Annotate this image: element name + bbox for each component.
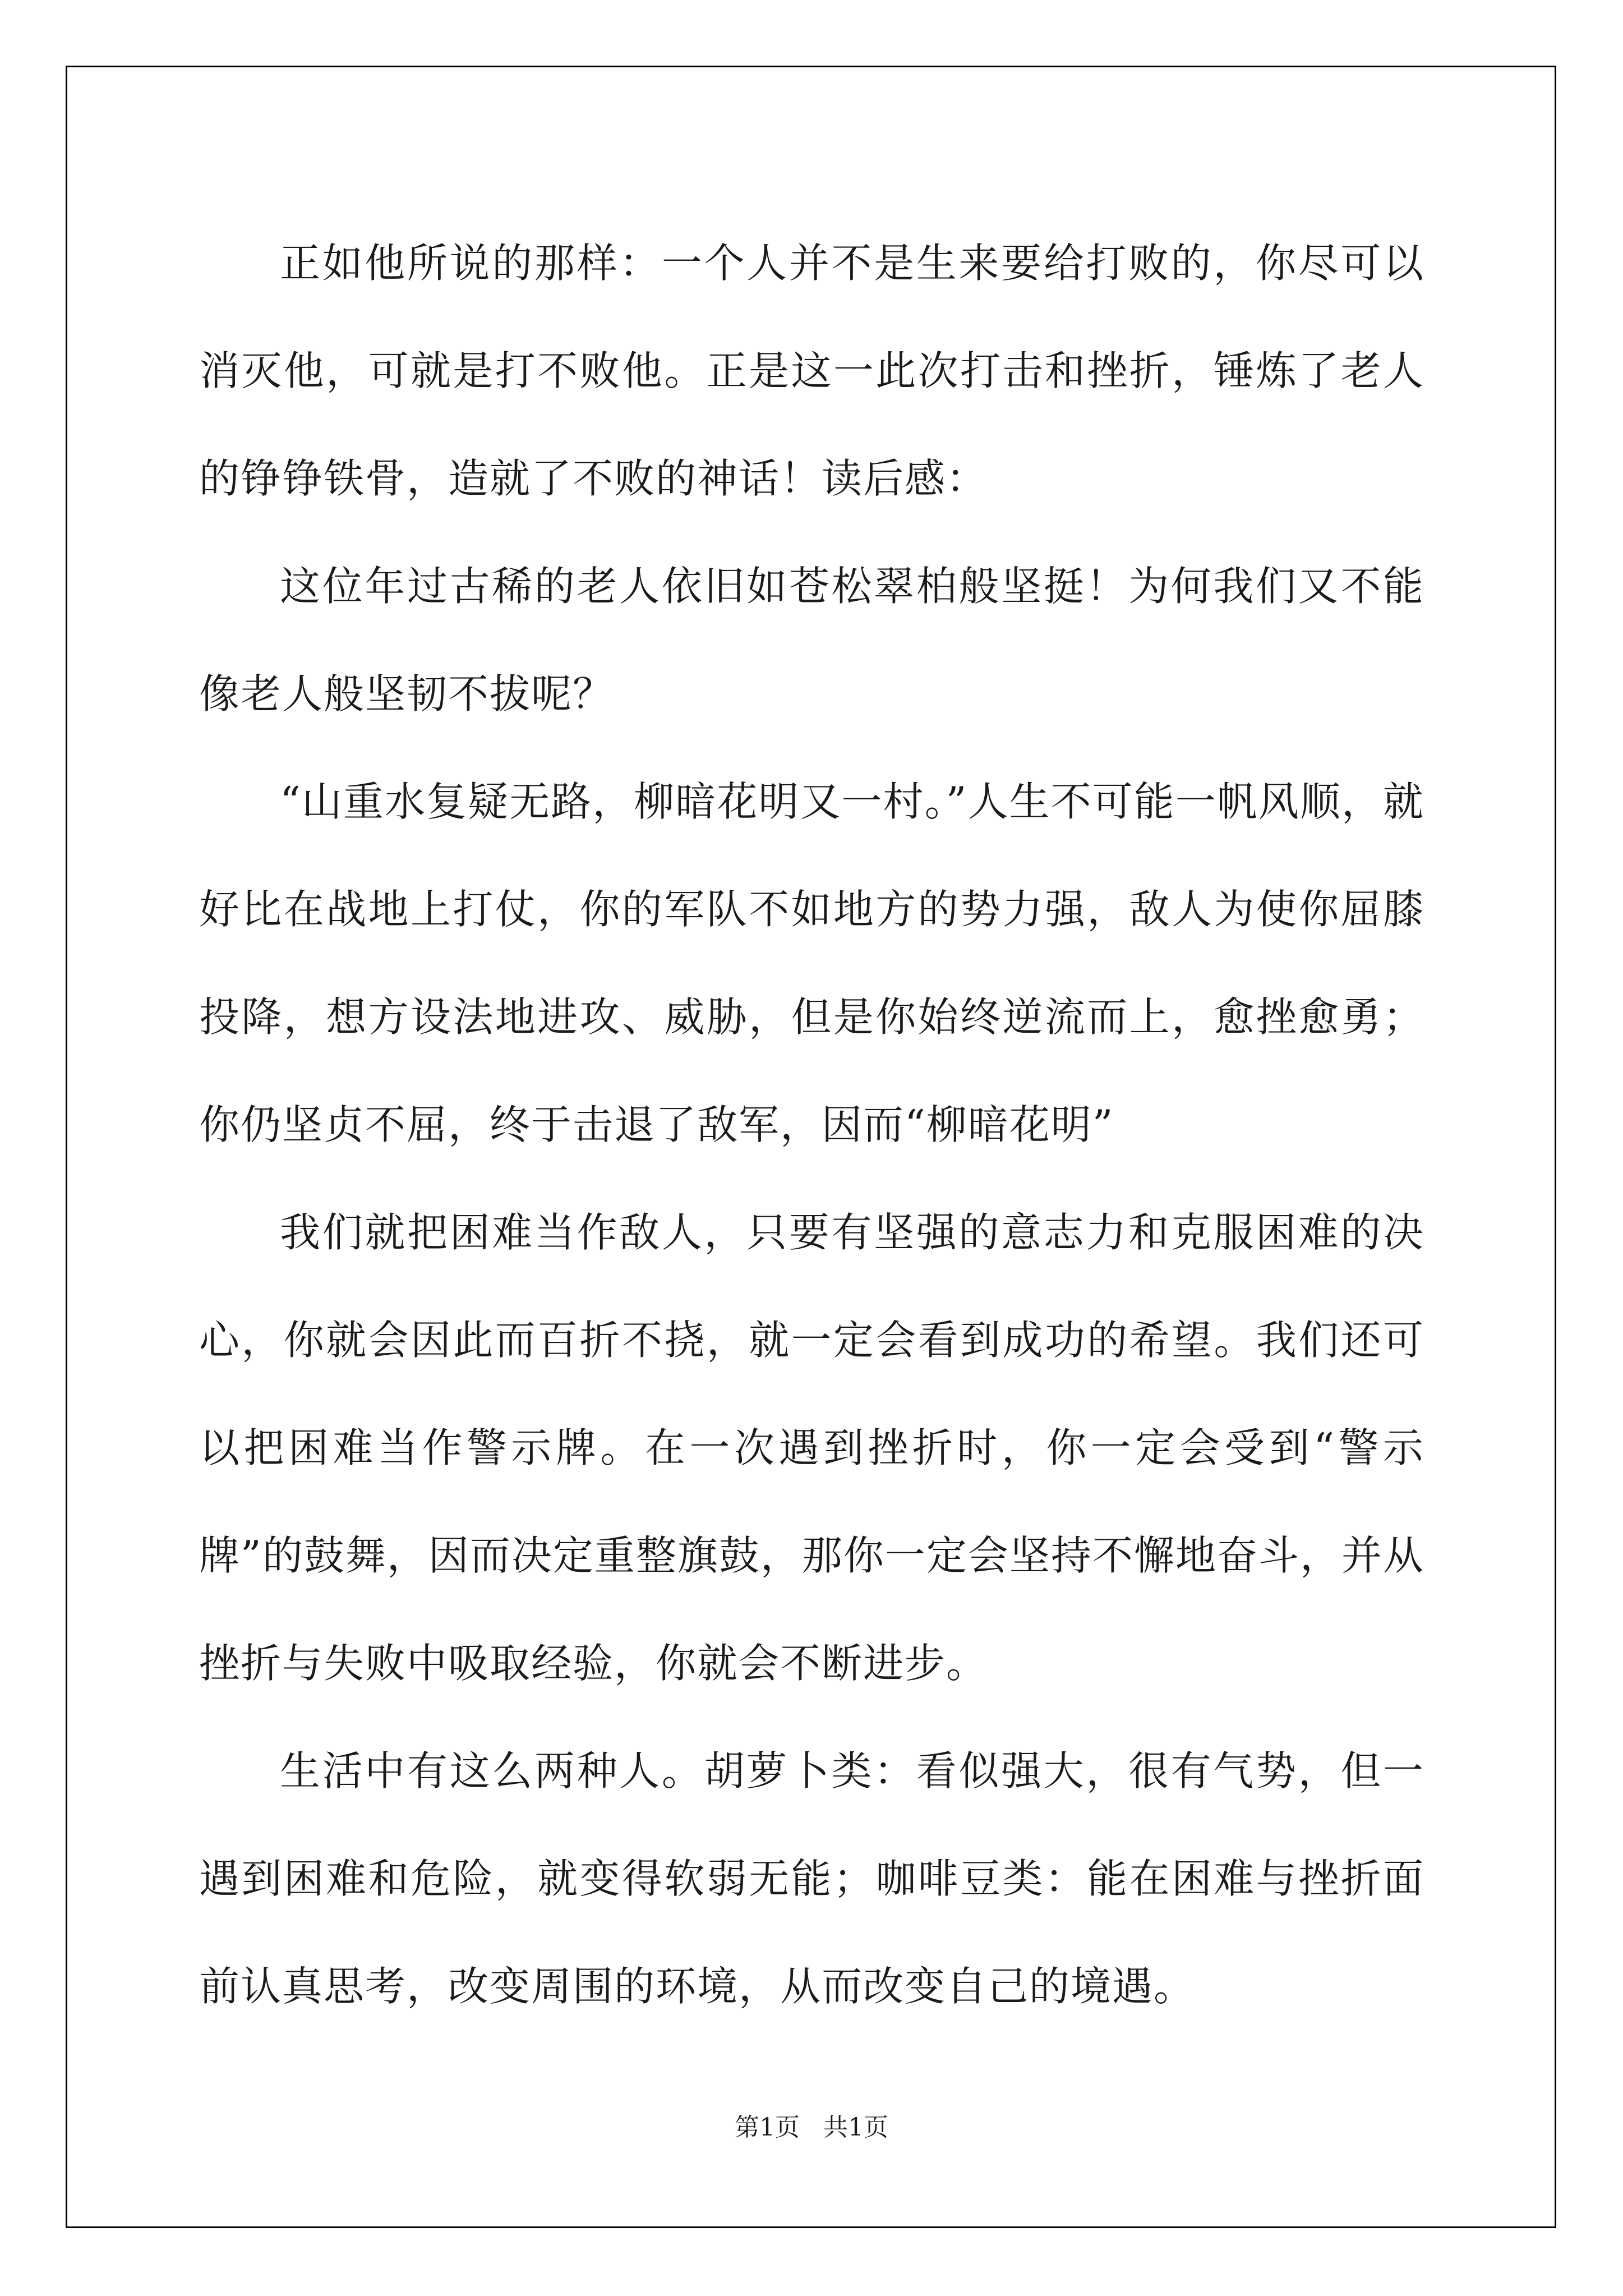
page-number: 第1页 [735, 2113, 800, 2142]
page-footer [0, 2111, 1623, 2145]
paragraph: “山重水复疑无路，柳暗花明又一村。”人生不可能一帆风顺，就好比在战地上打仗，你的军队不如地方的势力强，敌人为使你屈膝投降，想方设法地进攻、威胁，但是你始终逆流而上，愈挫愈勇；你仍坚贞不屈，终于击退了敌军，因而“柳暗花明” [199, 778, 1424, 1148]
paragraph: 这位年过古稀的老人依旧如苍松翠柏般坚挺！为何我们又不能像老人般坚韧不拔呢？ [199, 563, 1424, 717]
paragraph: 生活中有这么两种人。胡萝卜类：看似强大，很有气势，但一遇到困难和危险，就变得软弱无能；咖啡豆类：能在困难与挫折面前认真思考，改变周围的环境，从而改变自己的境遇。 [199, 1747, 1424, 2010]
paragraph: 我们就把困难当作敌人，只要有坚强的意志力和克服困难的决心，你就会因此而百折不挠，就一定会看到成功的希望。我们还可以把困难当作警示牌。在一次遇到挫折时，你一定会受到“警示牌”的鼓舞，因而决定重整旗鼓，那你一定会坚持不懈地奋斗，并从挫折与失败中吸取经验，你就会不断进步。 [199, 1209, 1424, 1687]
paragraph: 正如他所说的那样：一个人并不是生来要给打败的，你尽可以消灭他，可就是打不败他。正是这一此次打击和挫折，锤炼了老人的铮铮铁骨，造就了不败的神话！读后感： [199, 240, 1424, 502]
document-body [199, 209, 1424, 2040]
page-total: 共1页 [823, 2113, 888, 2142]
